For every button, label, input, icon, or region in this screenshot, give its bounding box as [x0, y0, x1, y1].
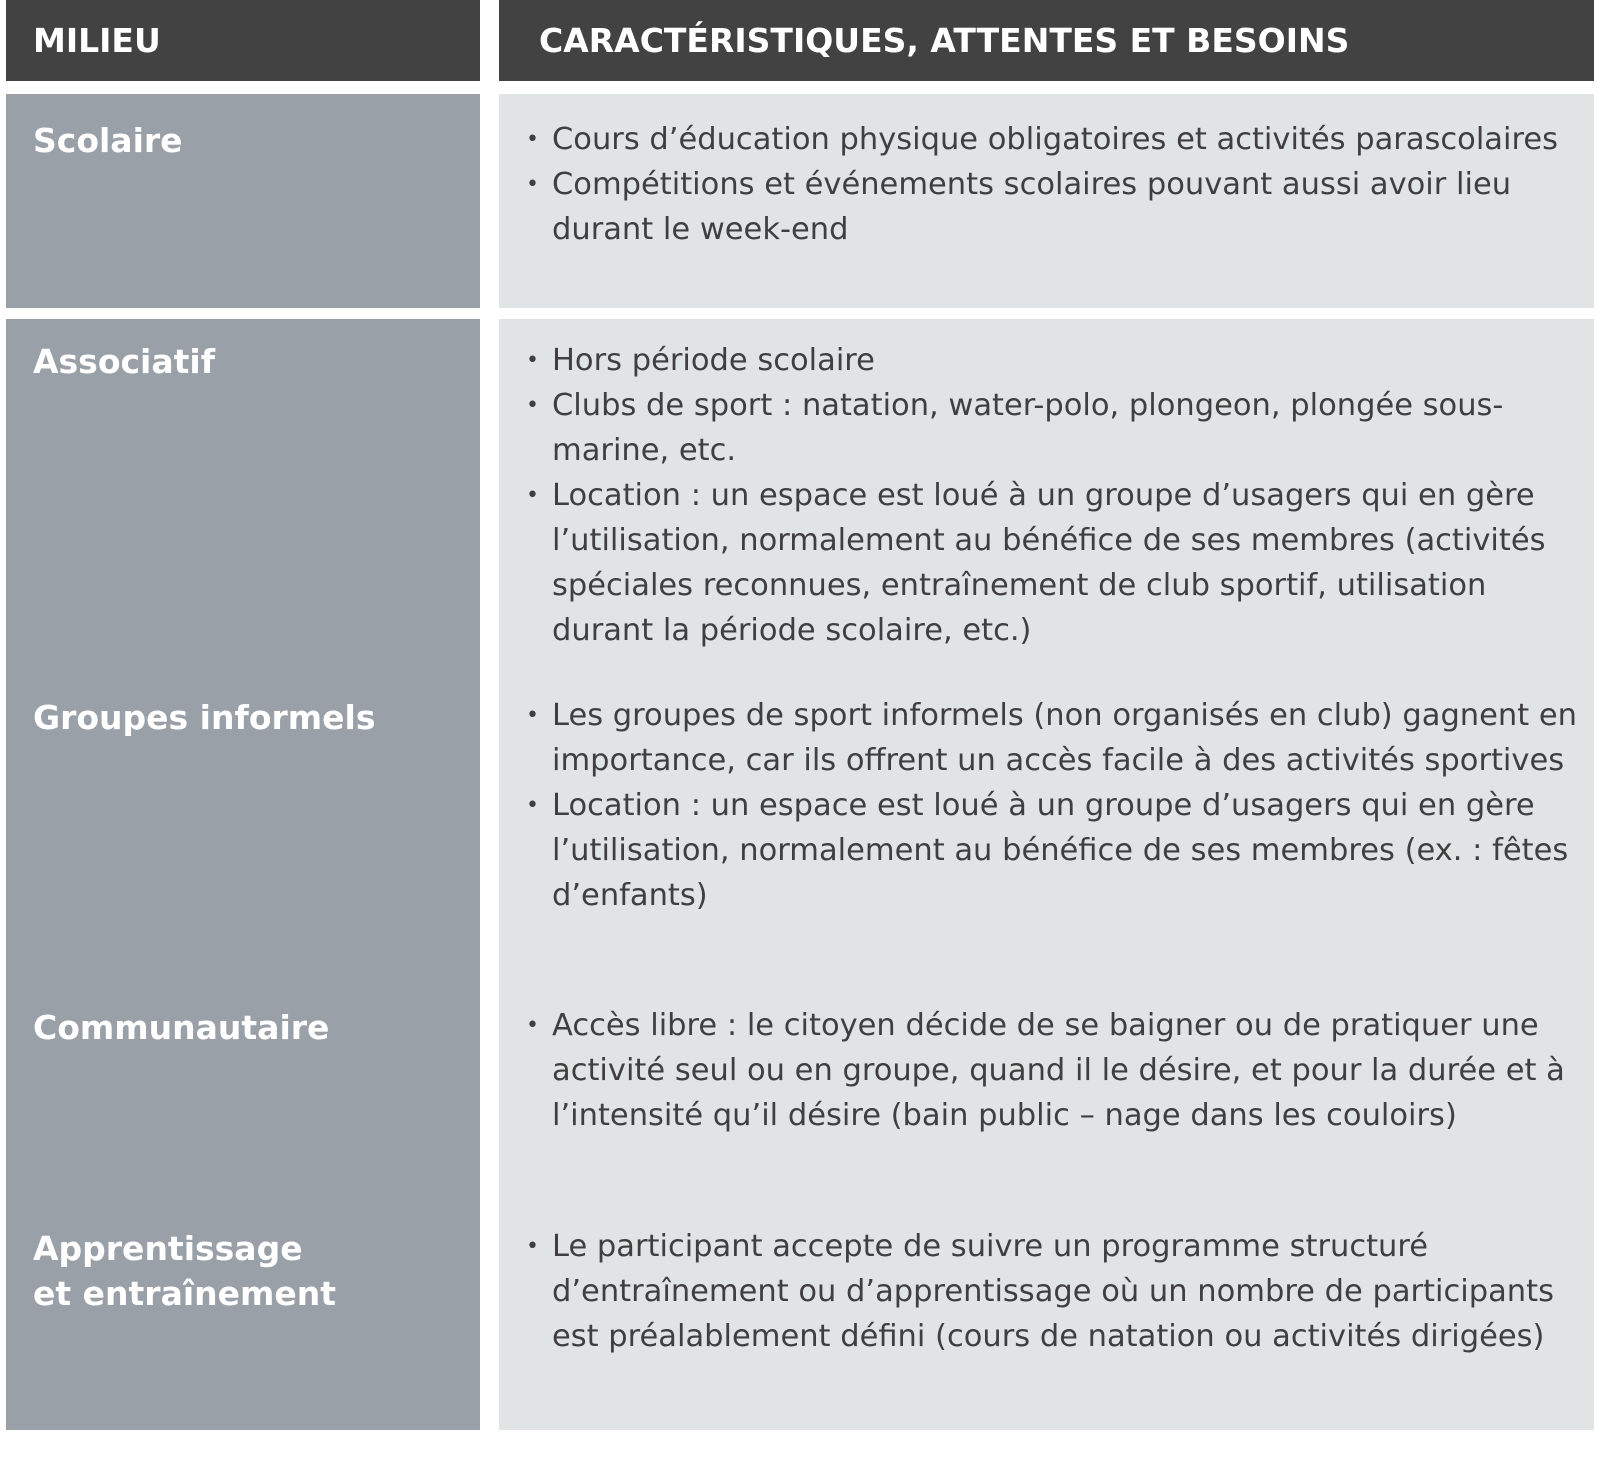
details-list	[499, 1224, 1594, 1359]
row-scolaire-milieu-cell	[6, 94, 480, 308]
header-caracteristiques: CARACTÉRISTIQUES, ATTENTES ET BESOINS	[499, 0, 1594, 81]
row-scolaire-details-cell	[499, 94, 1594, 308]
list-item: • Location : un espace est loué à un groupe d’usagers qui en gère l’utilisation, normalement au bénéfice de ses membres (ex. : fêtes d’enfants)	[499, 783, 1594, 918]
header-milieu: MILIEU	[6, 0, 480, 81]
details-list	[499, 693, 1594, 918]
milieu-label: Apprentissage et entraînement	[33, 1229, 337, 1313]
rows-milieu-column	[6, 319, 480, 1430]
list-item: • Location : un espace est loué à un groupe d’usagers qui en gère l’utilisation, normalement au bénéfice de ses membres (activités spéciales reconnues, entraînement de club sportif, utilisation durant la période scolaire, etc.)	[499, 473, 1594, 653]
list-item: • Cours d’éducation physique obligatoires et activités parascolaires	[499, 117, 1594, 162]
details-list	[499, 1003, 1594, 1138]
milieu-label: Groupes informels	[33, 698, 376, 737]
details-list	[499, 117, 1594, 252]
list-item: • Clubs de sport : natation, water-polo, plongeon, plongée sous-marine, etc.	[499, 383, 1594, 473]
list-item: • Hors période scolaire	[499, 338, 1594, 383]
milieu-label: Associatif	[33, 342, 216, 381]
list-item: • Compétitions et événements scolaires pouvant aussi avoir lieu durant le week-end	[499, 162, 1594, 252]
details-list	[499, 338, 1594, 653]
list-item: • Les groupes de sport informels (non organisés en club) gagnent en importance, car ils offrent un accès facile à des activités sportives	[499, 693, 1594, 783]
list-item: • Le participant accepte de suivre un programme structuré d’entraînement ou d’apprentissage où un nombre de participants est préalablement défini (cours de natation ou activités dirigées)	[499, 1224, 1594, 1359]
rows-details-column	[499, 319, 1594, 1430]
milieu-label: Communautaire	[33, 1008, 330, 1047]
list-item: • Accès libre : le citoyen décide de se baigner ou de pratiquer une activité seul ou en groupe, quand il le désire, et pour la durée et à l’intensité qu’il désire (bain public – nage dans les couloirs)	[499, 1003, 1594, 1138]
milieu-label: Scolaire	[33, 121, 183, 160]
